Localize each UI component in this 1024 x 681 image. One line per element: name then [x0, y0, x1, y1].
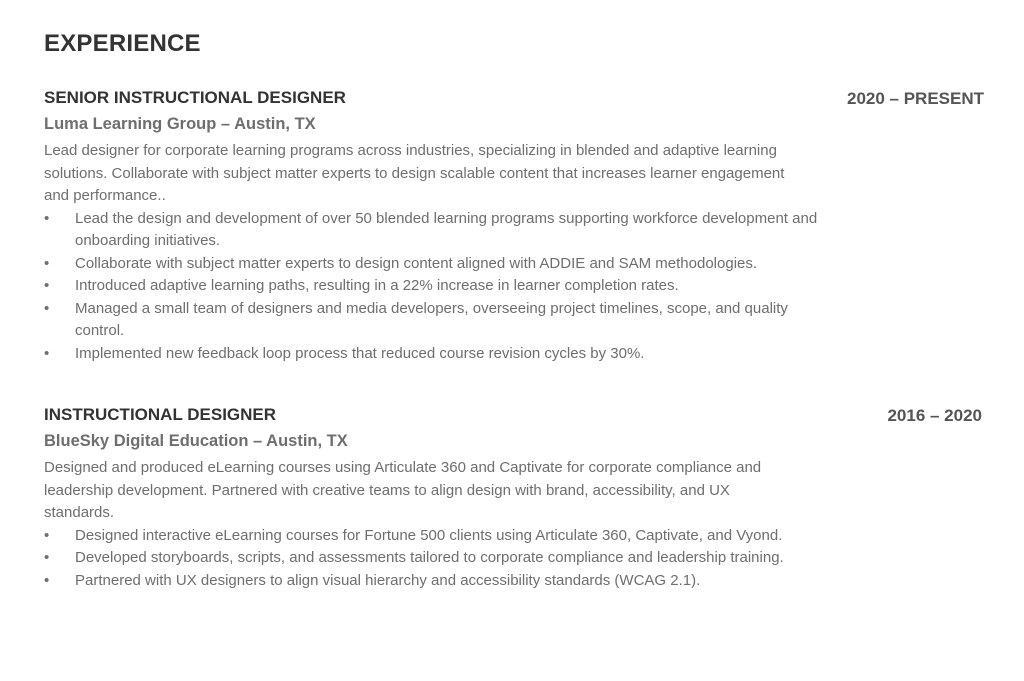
bullet-mark: • — [44, 299, 50, 317]
bullet-mark: • — [44, 209, 50, 227]
company-location: BlueSky Digital Education – Austin, TX — [44, 432, 348, 450]
job-bullets — [44, 525, 824, 593]
bullet-mark: • — [44, 549, 50, 566]
section-title: EXPERIENCE — [44, 30, 201, 57]
bullet-text: Designed interactive eLearning courses for Fortune 500 clients using Articulate 360, Captivate, and Vyond. — [75, 526, 783, 544]
bullet-mark: • — [44, 526, 50, 544]
bullet-item — [44, 208, 824, 253]
bullet-text: Implemented new feedback loop process that reduced course revision cycles by 30%. — [75, 344, 645, 362]
bullet-text: Collaborate with subject matter experts to design content aligned with ADDIE and SAM methodologies. — [75, 254, 758, 272]
company-location: Luma Learning Group – Austin, TX — [44, 115, 316, 133]
bullet-item — [44, 275, 824, 298]
job-bullets — [44, 208, 824, 366]
job-title: INSTRUCTIONAL DESIGNER — [44, 405, 277, 424]
job-summary: Designed and produced eLearning courses using Articulate 360 and Captivate for corporate compliance and leadership development. Partnered with creative teams to align design with brand, accessibility, and UX standards. — [44, 459, 762, 521]
job-entry — [44, 405, 984, 592]
bullet-text: Managed a small team of designers and media developers, overseeing project timelines, scope, and quality control. — [75, 299, 788, 339]
job-dates: 2020 – PRESENT — [846, 89, 984, 108]
bullet-mark: • — [44, 277, 50, 294]
job-header — [44, 405, 984, 429]
bullet-item — [44, 298, 824, 343]
job-summary: Lead designer for corporate learning programs across industries, specializing in blended and adaptive learning solutions. Collaborate with subject matter experts to design scalable content that increases learner engagement and performance.. — [44, 142, 785, 204]
job-dates: 2016 – 2020 — [887, 406, 982, 425]
bullet-item — [44, 343, 824, 366]
bullet-mark: • — [44, 571, 50, 589]
resume-page — [44, 30, 984, 592]
bullet-item — [44, 525, 824, 548]
bullet-text: Introduced adaptive learning paths, resulting in a 22% increase in learner completion rates. — [75, 277, 679, 294]
job-entry — [44, 88, 984, 365]
job-title: SENIOR INSTRUCTIONAL DESIGNER — [44, 88, 346, 107]
bullet-mark: • — [44, 254, 50, 272]
bullet-text: Partnered with UX designers to align visual hierarchy and accessibility standards (WCAG 2.1). — [75, 571, 701, 589]
bullet-item — [44, 547, 824, 570]
bullet-mark: • — [44, 344, 50, 362]
bullet-item — [44, 570, 824, 593]
bullet-text: Lead the design and development of over 50 blended learning programs supporting workforce development and onboarding initiatives. — [75, 209, 818, 249]
bullet-text: Developed storyboards, scripts, and assessments tailored to corporate compliance and leadership training. — [75, 549, 784, 566]
job-header — [44, 88, 984, 112]
bullet-item — [44, 253, 824, 276]
